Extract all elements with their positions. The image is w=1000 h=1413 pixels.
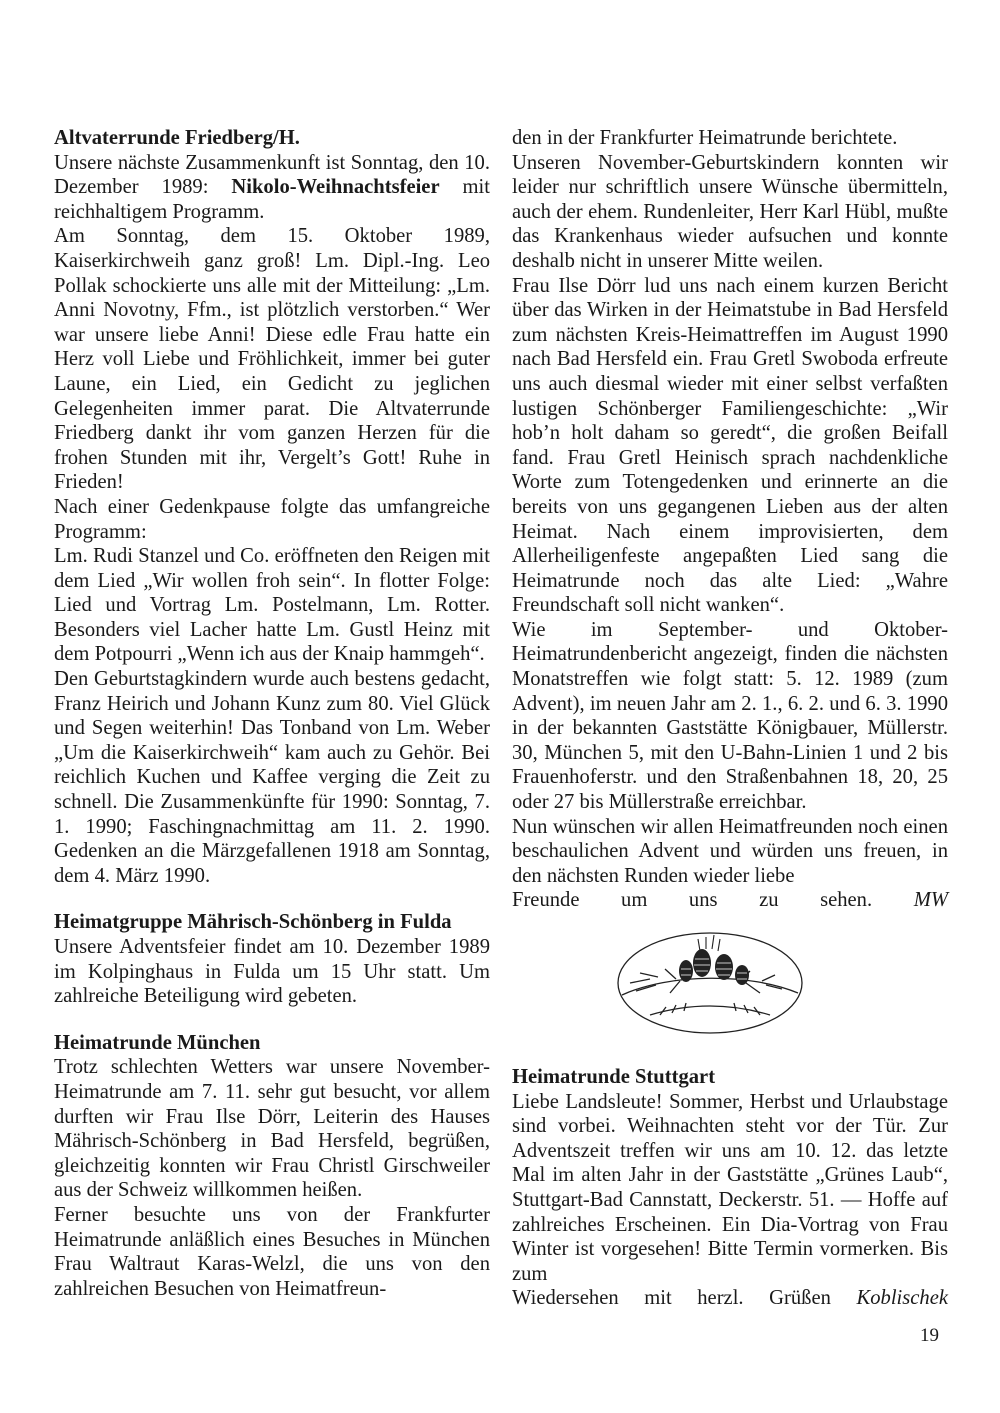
paragraph: Den Geburtstagkindern wurde auch bestens gedacht, Franz Heirich und Johann Kunz zum 80. Viel Glück und Segen weiterhin! Das Tonband von Lm. Weber „Um die Kaiserkirchweih“ kam auch zu Gehör. Bei reichlich Kuchen und Kaffee verging die Zeit zu schnell. Die Zusammenkünfte für 1990: Sonntag, 7. 1. 1990; Faschingnachmittag am 11. 2. 1990. Gedenken an die Märzgefallenen 1918 am Sonntag, dem 4. März 1990. [54, 668, 490, 887]
paragraph: Ferner besuchte uns von der Frankfurter Heimatrunde anläßlich eines Besuches in München Frau Waltraut Karas-Welzl, die uns von den zahlreichen Besuchen von Heimatfreun- [54, 1203, 490, 1300]
signature-line [512, 888, 948, 913]
heading-fulda: Heimatgruppe Mährisch-Schönberg in Fulda [54, 911, 452, 934]
text-run: Unsere nächste Zusammenkunft ist Sonntag, den 10. Dezember 1989: [54, 151, 490, 199]
text-run: Freunde um uns zu sehen. [512, 889, 873, 912]
paragraph: Frau Ilse Dörr lud uns nach einem kurzen Bericht über das Wirken in der Heimatstube in Bad Hersfeld zum nächsten Kreis-Heimattreffen im August 1990 nach Bad Hersfeld ein. Frau Gretl Swoboda erfreute uns auch diesmal wieder mit einer selbst verfaßten lustigen Schönberger Familiengeschichte: „Wir hob’n holt daham so geredt“, die großen Beifall fand. Frau Gretl Heinisch sprach nachdenkliche Worte zum Totengedenken und erinnerte an die bereits von uns gegangenen Lieben aus der alten Heimat. Nach einem improvisierten, dem Allerheiligenfeste angepaßten Lied sang die Heimatrunde noch das alte Lied: „Wahre Freundschaft soll nicht wanken“. [512, 274, 948, 617]
heading-stuttgart: Heimatrunde Stuttgart [512, 1066, 716, 1088]
paragraph: Nach einer Gedenkpause folgte das umfangreiche Programm: [54, 495, 490, 543]
paragraph: Liebe Landsleute! Sommer, Herbst und Urlaubstage sind vorbei. Weihnachten steht vor der Tür. Zur Adventszeit treffen wir uns am 10. 12. das letzte Mal im alten Jahr in der Gaststätte „Grünes Laub“, Stuttgart-Bad Cannstatt, Deckerstr. 51. — Hoffe auf zahlreiches Erscheinen. Ein Dia-Vortrag von Frau Winter ist vorgesehen! Bitte Termin vormerken. Bis zum [512, 1090, 948, 1285]
paragraph [54, 151, 490, 225]
left-column [54, 126, 490, 1301]
text-run: mit reichhaltigem Programm. [54, 176, 490, 223]
page-number: 19 [920, 1325, 939, 1346]
signature-koblischek: Koblischek [856, 1287, 948, 1310]
section-muenchen [54, 1031, 490, 1302]
section-stuttgart [512, 1065, 948, 1311]
bold-event-name: Nikolo-Weihnachtsfeier [231, 176, 440, 199]
right-column [512, 126, 948, 1311]
heading-muenchen: Heimatrunde München [54, 1031, 261, 1054]
text-run: Wiedersehen mit herzl. Grüßen [512, 1287, 831, 1310]
heading-friedberg: Altvaterrunde Friedberg/H. [54, 127, 300, 149]
paragraph: Nun wünschen wir allen Heimatfreunden noch einen beschaulichen Advent und würden uns freuen, in den nächsten Runden wieder liebe [512, 815, 948, 887]
paragraph: Trotz schlechten Wetters war unsere November-Heimatrunde am 7. 11. sehr gut besucht, vor allem durften wir Frau Ilse Dörr, Leiterin des Hauses Mährisch-Schönberg in Bad Hersfeld, begrüßen, gleichzeitig konnten wir Frau Christl Girschweiler aus der Schweiz willkommen heißen. [54, 1056, 490, 1202]
paragraph: Am Sonntag, dem 15. Oktober 1989, Kaiserkirchweih ganz groß! Lm. Dipl.-Ing. Leo Pollak schockierte uns alle mit der Mitteilung: „Lm. Anni Novotny, Ffm., ist plötzlich verstorben.“ Wer war unsere liebe Anni! Diese edle Frau hatte ein Herz voll Liebe und Fröhlichkeit, immer bei guter Laune, ein Lied, ein Gedicht zu jeglichen Gelegenheiten immer parat. Die Altvaterrunde Friedberg dankt ihr vom ganzen Herzen für die frohen Stunden mit ihr, Vergelt’s Gott! Ruhe in Frieden! [54, 225, 490, 494]
signature-line [512, 1286, 948, 1311]
paragraph: Unseren November-Geburtskindern konnten wir leider nur schriftlich unsere Wünsche übermitteln, auch der ehem. Rundenleiter, Herr Karl Hübl, mußte das Krankenhaus wieder aufsuchen und konnte deshalb nicht in unserer Mitte weilen. [512, 151, 948, 272]
paragraph: Unsere Adventsfeier findet am 10. Dezember 1989 im Kolpinghaus in Fulda um 15 Uhr statt. Um zahlreiche Beteiligung wird gebeten. [54, 936, 490, 1008]
signature-mw: MW [913, 889, 948, 912]
paragraph: den in der Frankfurter Heimatrunde berichtete. [512, 127, 898, 149]
section-friedberg [54, 126, 490, 888]
section-fulda [54, 910, 490, 1008]
pine-branch-ornament-icon [610, 923, 810, 1043]
paragraph: Wie im September- und Oktober-Heimatrundenbericht angezeigt, finden die nächsten Monatstreffen wie folgt statt: 5. 12. 1989 (zum Advent), im neuen Jahr am 2. 1., 6. 2. und 6. 3. 1990 in der bekannten Gaststätte Königbauer, Müllerstr. 30, München 5, mit den U-Bahn-Linien 1 und 2 bis Frauenhoferstr. und den Straßenbahnen 18, 20, 25 oder 27 bis Müllerstraße erreichbar. [512, 618, 948, 814]
paragraph: Lm. Rudi Stanzel und Co. eröffneten den Reigen mit dem Lied „Wir wollen froh sein“. In flotter Folge: Lied und Vortrag Lm. Postelmann, Lm. Rotter. Besonders viel Lacher hatte Lm. Gustl Heinz mit dem Potpourri „Wenn ich aus der Knaip hammgeh“. [54, 545, 490, 666]
section-muenchen-continued [512, 126, 948, 1043]
